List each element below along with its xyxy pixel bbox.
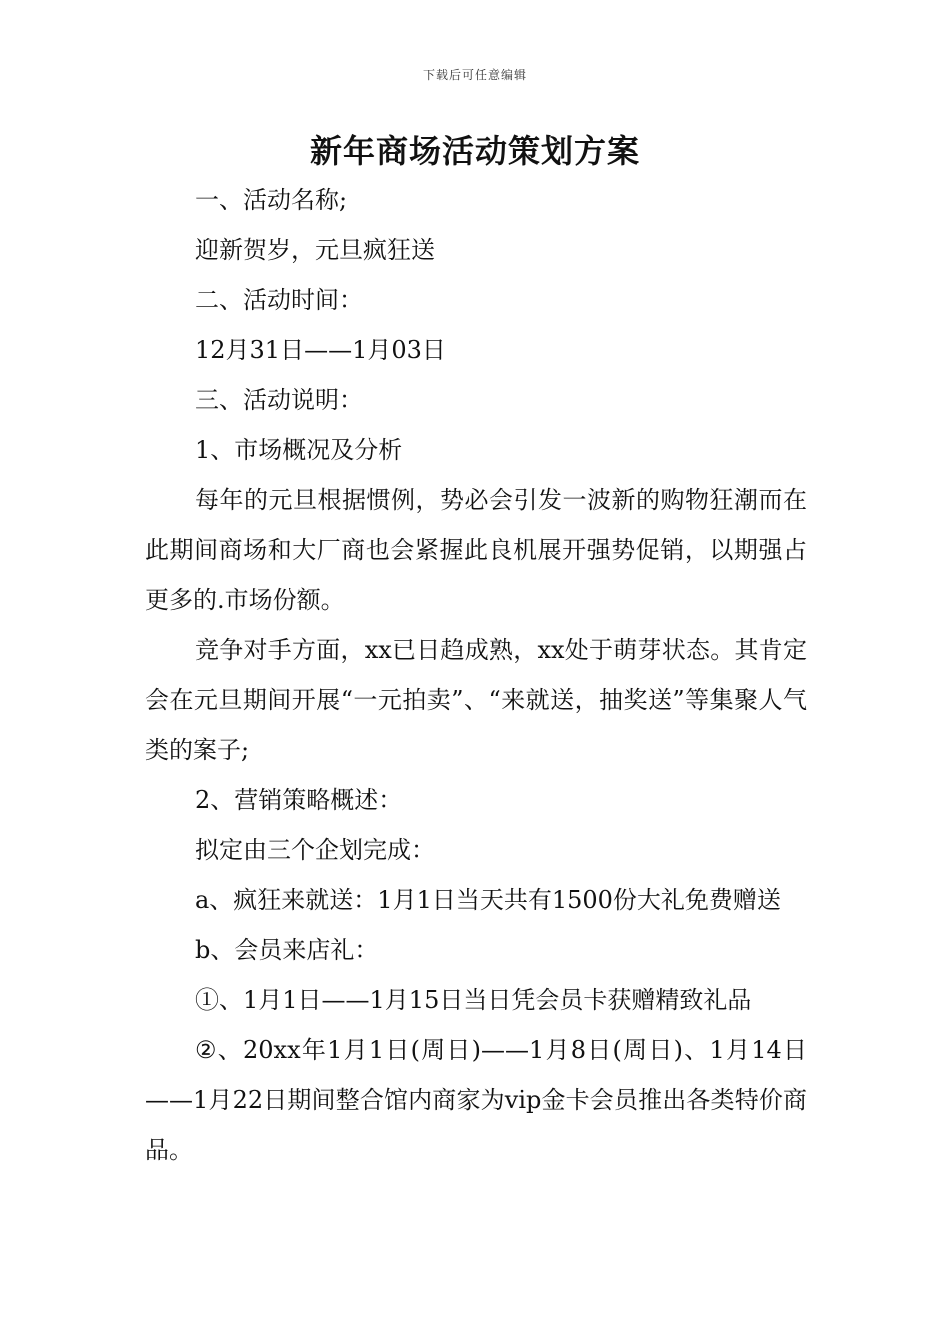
section-heading-activity-time: 二、活动时间： [195,286,363,314]
paragraph-three-plans: 拟定由三个企划完成： [195,836,435,864]
header-note: 下载后可任意编辑 [422,68,527,82]
activity-name-text: 迎新贺岁，元旦疯狂送 [195,236,435,264]
list-item-plan-a: a、疯狂来就送：1月1日当天共有1500份大礼免费赠送 [195,886,781,914]
list-item-plan-b: b、会员来店礼： [195,936,379,964]
section-heading-activity-name: 一、活动名称; [195,186,348,214]
subheading-marketing-strategy: 2、营销策略概述： [195,786,403,814]
list-item-plan-b-2: ②、20xx年1月1日(周日)——1月8日(周日)、1月14日——1月22日期间整合馆内商家为vip金卡会员推出各类特价商品。 [145,1036,807,1164]
activity-time-text: 12月31日——1月03日 [195,336,446,364]
paragraph-competitors: 竞争对手方面，xx已日趋成熟，xx处于萌芽状态。其肯定会在元旦期间开展“一元拍卖”、“来就送，抽奖送”等集聚人气类的案子; [145,636,807,764]
page-title: 新年商场活动策划方案 [309,132,640,170]
list-item-plan-b-1: ①、1月1日——1月15日当日凭会员卡获赠精致礼品 [195,986,752,1014]
paragraph-market-overview: 每年的元旦根据惯例，势必会引发一波新的购物狂潮而在此期间商场和大厂商也会紧握此良机展开强势促销，以期强占更多的.市场份额。 [145,486,807,614]
subheading-market-analysis: 1、市场概况及分析 [195,436,403,464]
document-body [145,175,807,1175]
section-heading-activity-description: 三、活动说明： [195,386,363,414]
